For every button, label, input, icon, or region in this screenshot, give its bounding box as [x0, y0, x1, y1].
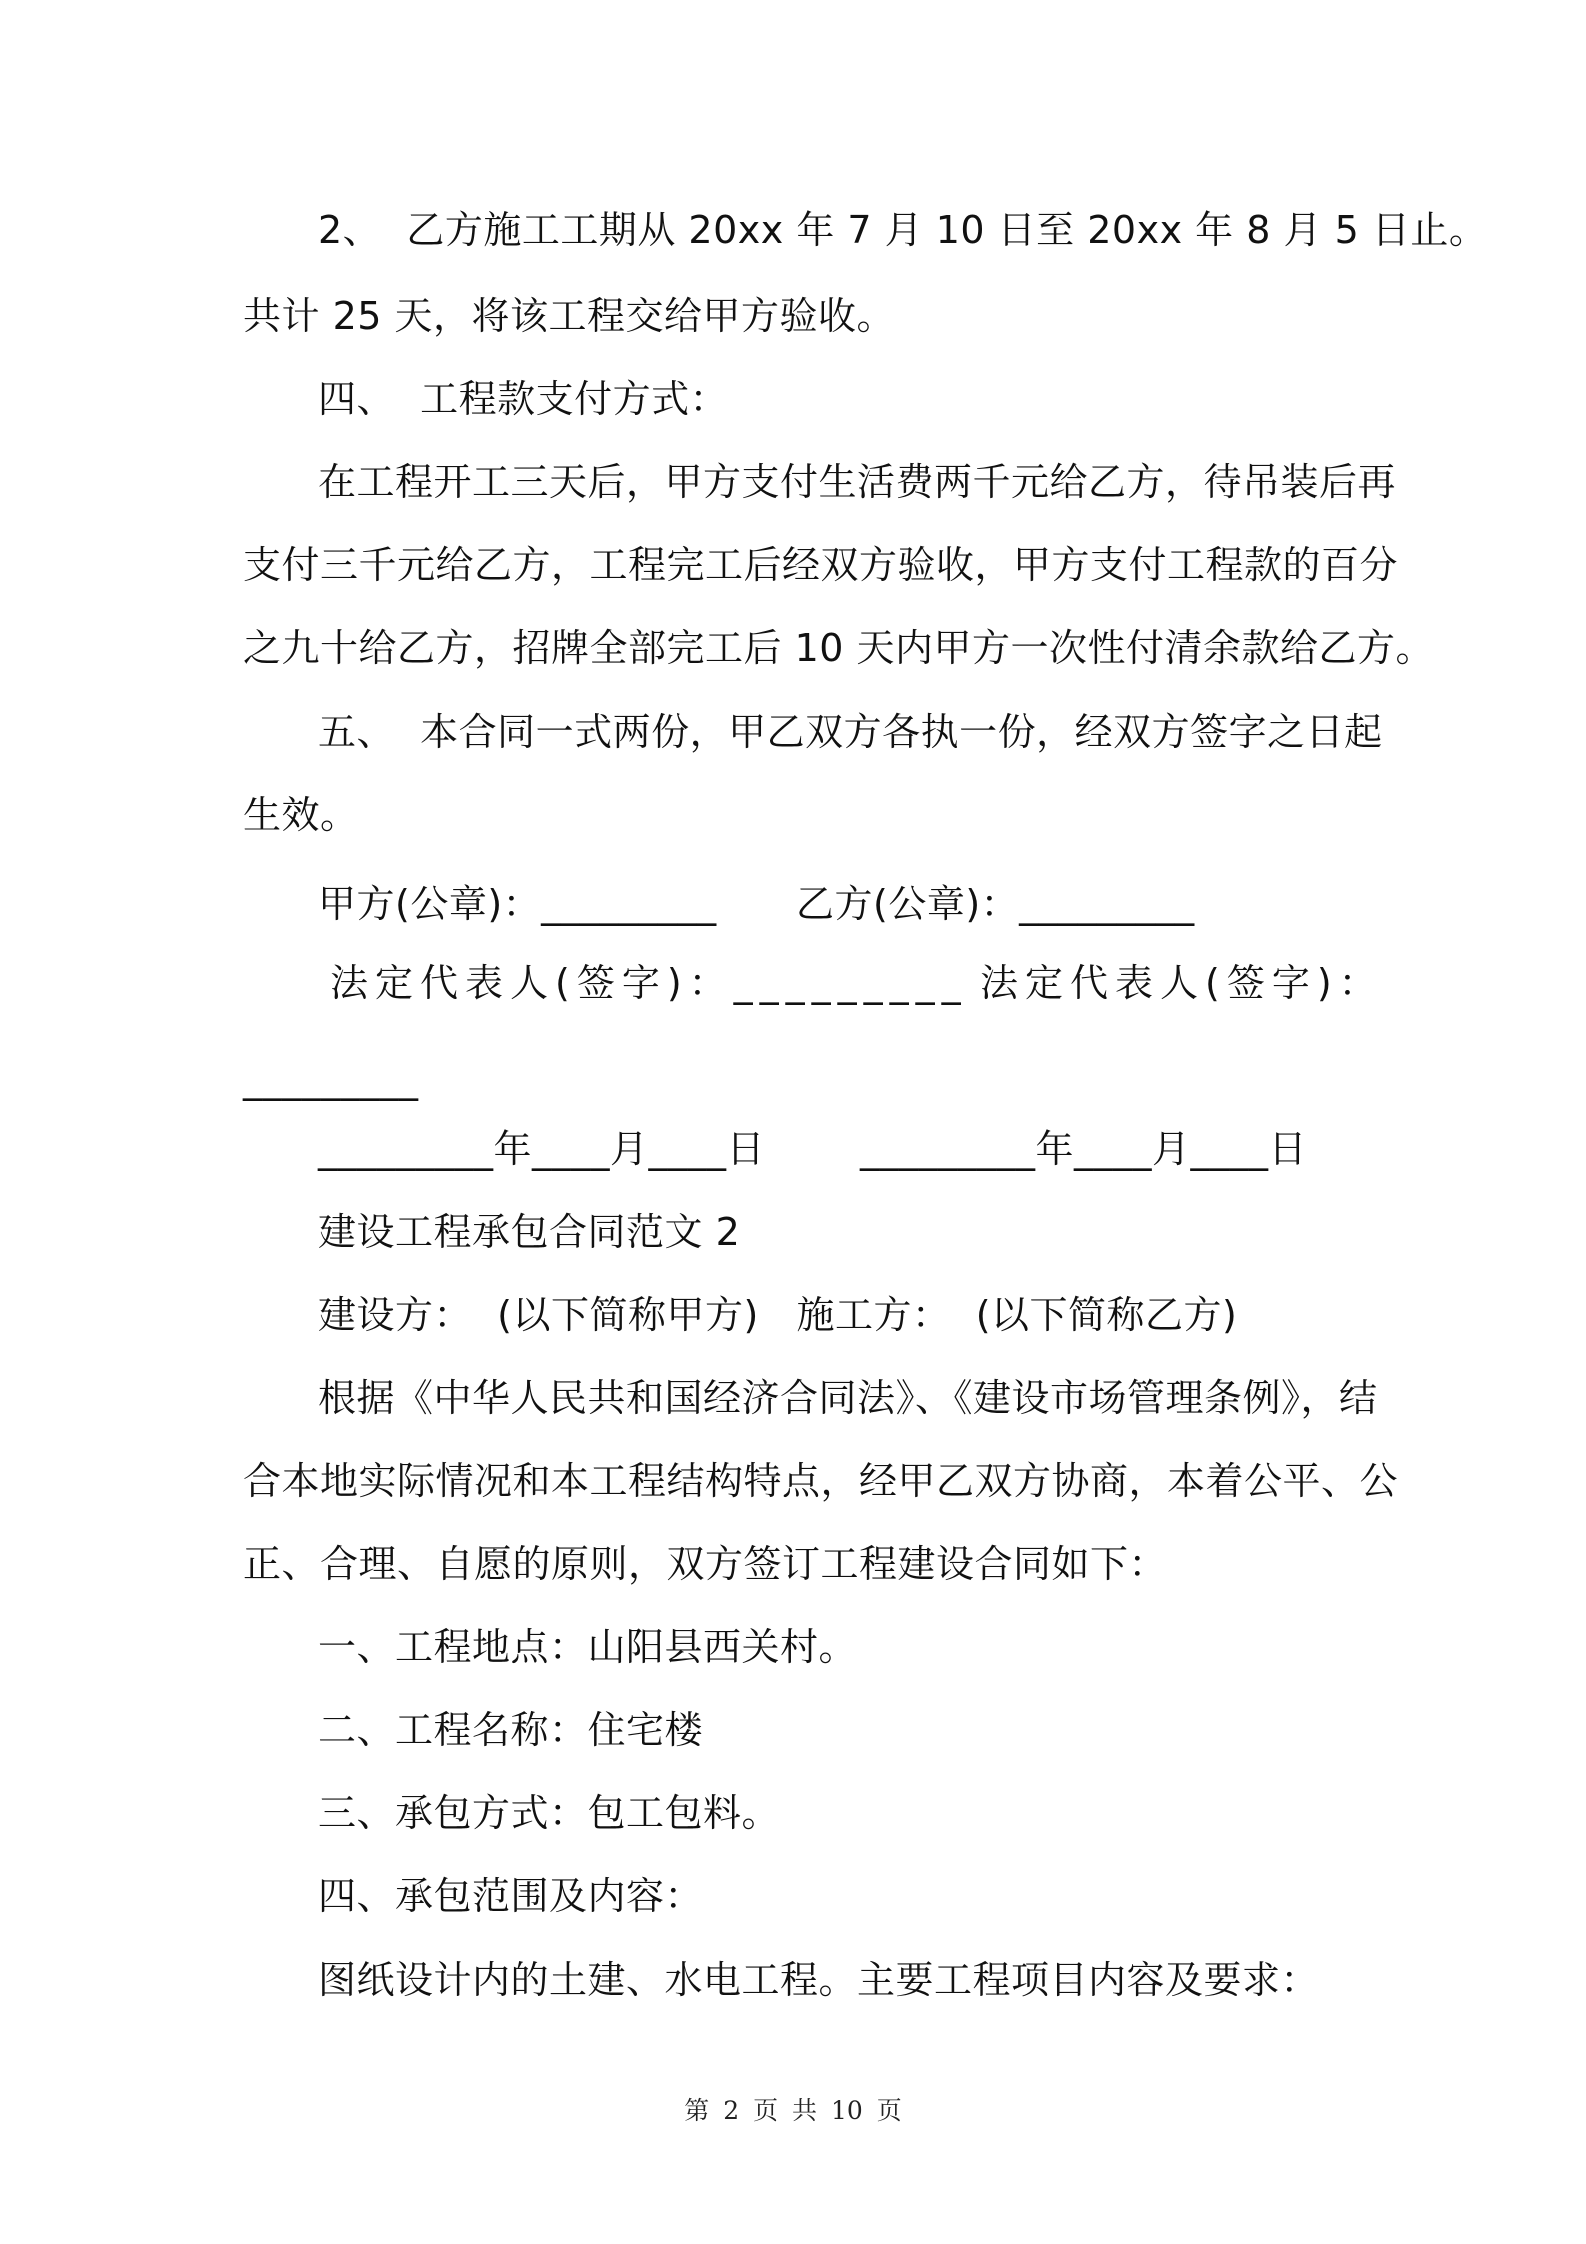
parties-line: 建设方： (以下简称甲方) 施工方： (以下简称乙方) — [318, 1293, 1238, 1337]
item-location: 一、工程地点：山阳县西关村。 — [318, 1625, 858, 1669]
paragraph-copies: 五、 本合同一式两份，甲乙双方各执一份，经双方签字之日起 — [318, 710, 1383, 754]
paragraph-basis-1: 根据《中华人民共和国经济合同法》、《建设市场管理条例》，结 — [318, 1376, 1378, 1420]
paragraph-payment-3: 之九十给乙方，招牌全部完工后 10 天内甲方一次性付清余款给乙方。 — [243, 626, 1435, 670]
paragraph-copies-cont: 生效。 — [243, 793, 359, 837]
paragraph-construction-period-cont: 共计 25 天，将该工程交给甲方验收。 — [243, 294, 896, 338]
item-scope: 四、承包范围及内容： — [318, 1874, 704, 1918]
party-b-seal-line: 乙方(公章)：_________ — [796, 882, 1195, 926]
paragraph-payment-1: 在工程开工三天后，甲方支付生活费两千元给乙方，待吊装后再 — [318, 460, 1397, 504]
section-title-sample-2: 建设工程承包合同范文 2 — [318, 1210, 741, 1254]
paragraph-basis-3: 正、合理、自愿的原则，双方签订工程建设合同如下： — [243, 1542, 1168, 1586]
party-a-representative-line: 法定代表人(签字)：_________ — [330, 961, 968, 1005]
item-scope-detail: 图纸设计内的土建、水电工程。主要工程项目内容及要求： — [318, 1958, 1320, 2002]
section-heading-payment: 四、 工程款支付方式： — [318, 377, 729, 421]
party-b-representative-blank: _________ — [243, 1057, 419, 1101]
item-contract-method: 三、承包方式：包工包料。 — [318, 1791, 781, 1835]
paragraph-basis-2: 合本地实际情况和本工程结构特点，经甲乙双方协商，本着公平、公 — [243, 1459, 1399, 1503]
party-b-representative-line: 法定代表人(签字)： — [980, 961, 1384, 1005]
party-b-date-line: _________年____月____日 — [860, 1127, 1308, 1171]
item-project-name: 二、工程名称：住宅楼 — [318, 1708, 704, 1752]
paragraph-construction-period: 2、 乙方施工工期从 20xx 年 7 月 10 日至 20xx 年 8 月 5 日止。 — [318, 208, 1488, 252]
page-number-footer: 第 2 页 共 10 页 — [684, 2096, 902, 2125]
party-a-seal-line: 甲方(公章)：_________ — [318, 882, 717, 926]
party-a-date-line: _________年____月____日 — [318, 1127, 766, 1171]
paragraph-payment-2: 支付三千元给乙方，工程完工后经双方验收，甲方支付工程款的百分 — [243, 543, 1399, 587]
